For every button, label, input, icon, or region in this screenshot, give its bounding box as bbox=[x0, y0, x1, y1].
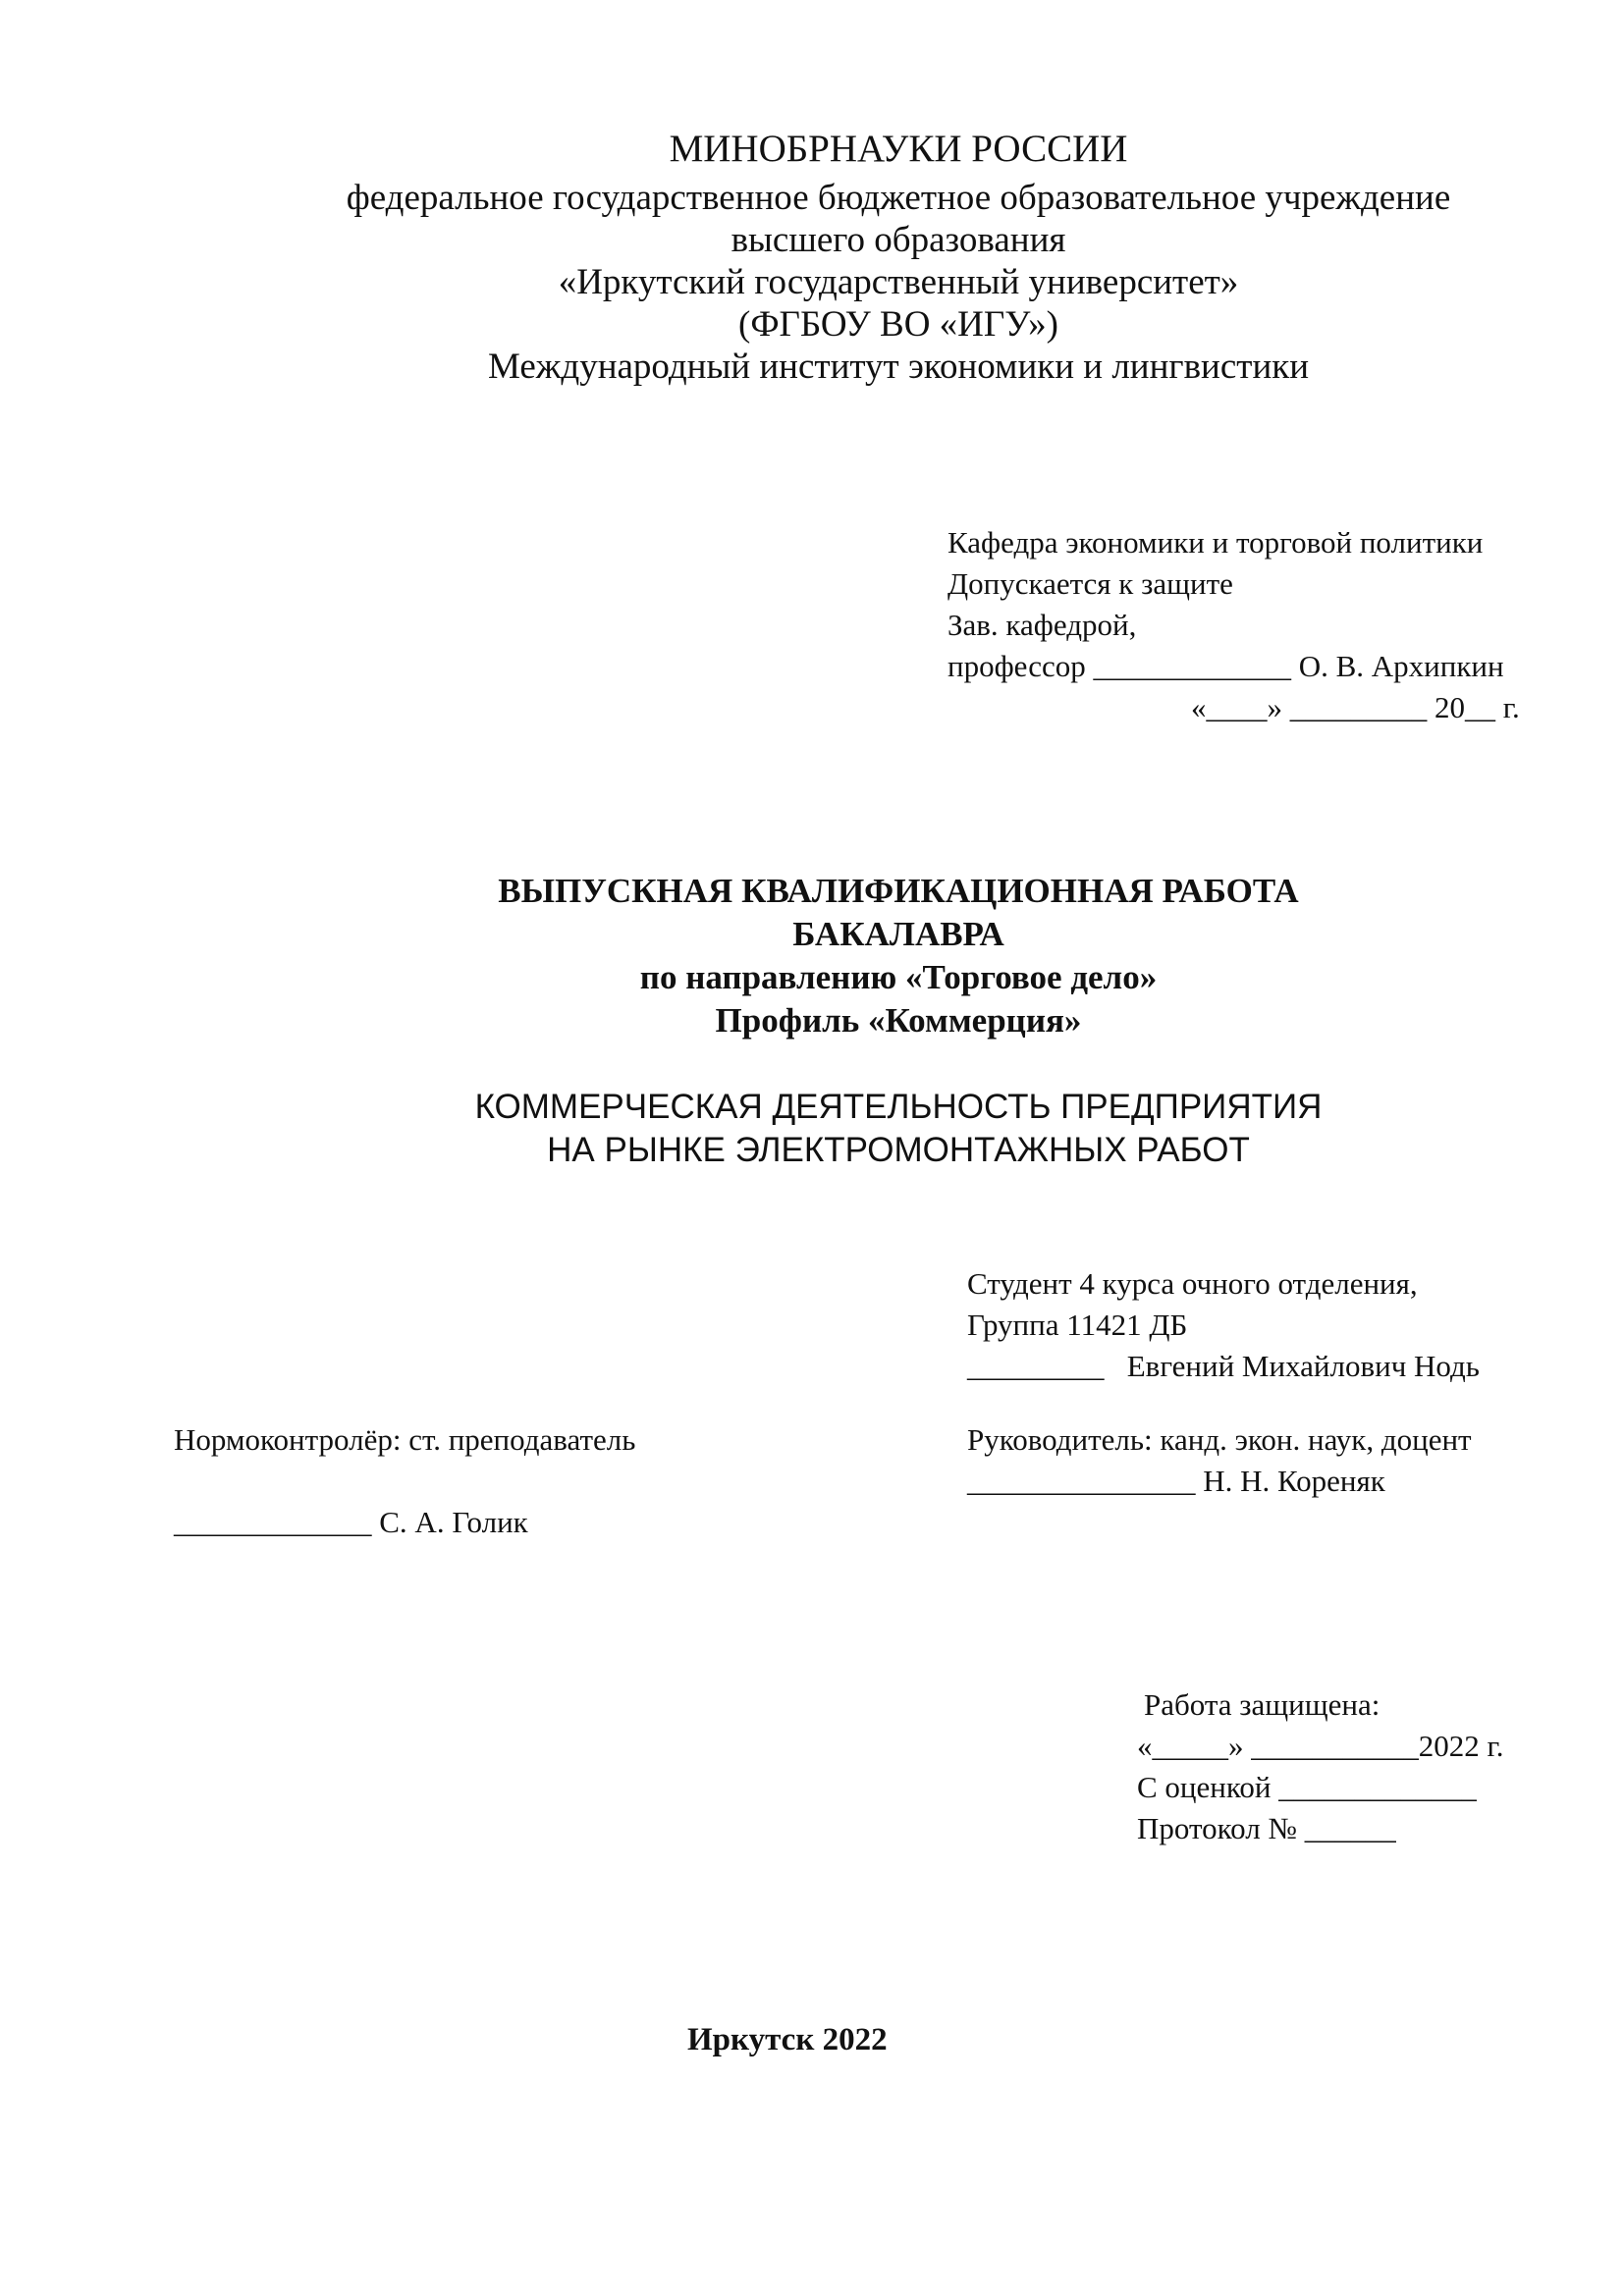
university-name: «Иркутский государственный университет» bbox=[558, 262, 1239, 302]
topic-line-2: НА РЫНКЕ ЭЛЕКТРОМОНТАЖНЫХ РАБОТ bbox=[547, 1131, 1250, 1169]
head-of-department: Зав. кафедрой, bbox=[947, 608, 1137, 642]
normcontroller-signature-line: _____________ С. А. Голик bbox=[174, 1505, 528, 1539]
admission-text: Допускается к защите bbox=[947, 566, 1233, 601]
defense-label: Работа защищена: bbox=[1144, 1687, 1380, 1722]
topic-line-1: КОММЕРЧЕСКАЯ ДЕЯТЕЛЬНОСТЬ ПРЕДПРИЯТИЯ bbox=[474, 1088, 1323, 1126]
protocol-line: Протокол № ______ bbox=[1137, 1811, 1396, 1845]
city-year: Иркутск 2022 bbox=[687, 2022, 888, 2057]
normcontroller-label: Нормоконтролёр: ст. преподаватель bbox=[174, 1422, 636, 1457]
profile-title: Профиль «Коммерция» bbox=[715, 1001, 1082, 1040]
student-group: Группа 11421 ДБ bbox=[967, 1308, 1188, 1342]
student-signature-line: _________ Евгений Михайлович Нодь bbox=[967, 1349, 1480, 1383]
degree-title: БАКАЛАВРА bbox=[792, 915, 1004, 953]
institution-type: федеральное государственное бюджетное образовательное учреждение bbox=[346, 178, 1451, 218]
defense-date-line: «_____» ___________2022 г. bbox=[1137, 1729, 1504, 1763]
student-course: Студент 4 курса очного отделения, bbox=[967, 1266, 1418, 1301]
department-name: Кафедра экономики и торговой политики bbox=[947, 525, 1484, 560]
work-type-title: ВЫПУСКНАЯ КВАЛИФИКАЦИОННАЯ РАБОТА bbox=[498, 872, 1299, 910]
supervisor-label: Руководитель: канд. экон. наук, доцент bbox=[967, 1422, 1472, 1457]
head-signature-line: профессор _____________ О. В. Архипкин bbox=[947, 649, 1504, 683]
approval-date-line: «____» _________ 20__ г. bbox=[1191, 690, 1520, 724]
direction-title: по направлению «Торговое дело» bbox=[639, 958, 1158, 996]
university-abbreviation: (ФГБОУ ВО «ИГУ») bbox=[738, 304, 1058, 345]
institution-level: высшего образования bbox=[731, 220, 1066, 260]
supervisor-signature-line: _______________ Н. Н. Кореняк bbox=[967, 1464, 1385, 1498]
institute-name: Международный институт экономики и лингвистики bbox=[487, 347, 1310, 387]
ministry-name: МИНОБРНАУКИ РОССИИ bbox=[669, 128, 1128, 170]
grade-line: С оценкой _____________ bbox=[1137, 1770, 1477, 1804]
